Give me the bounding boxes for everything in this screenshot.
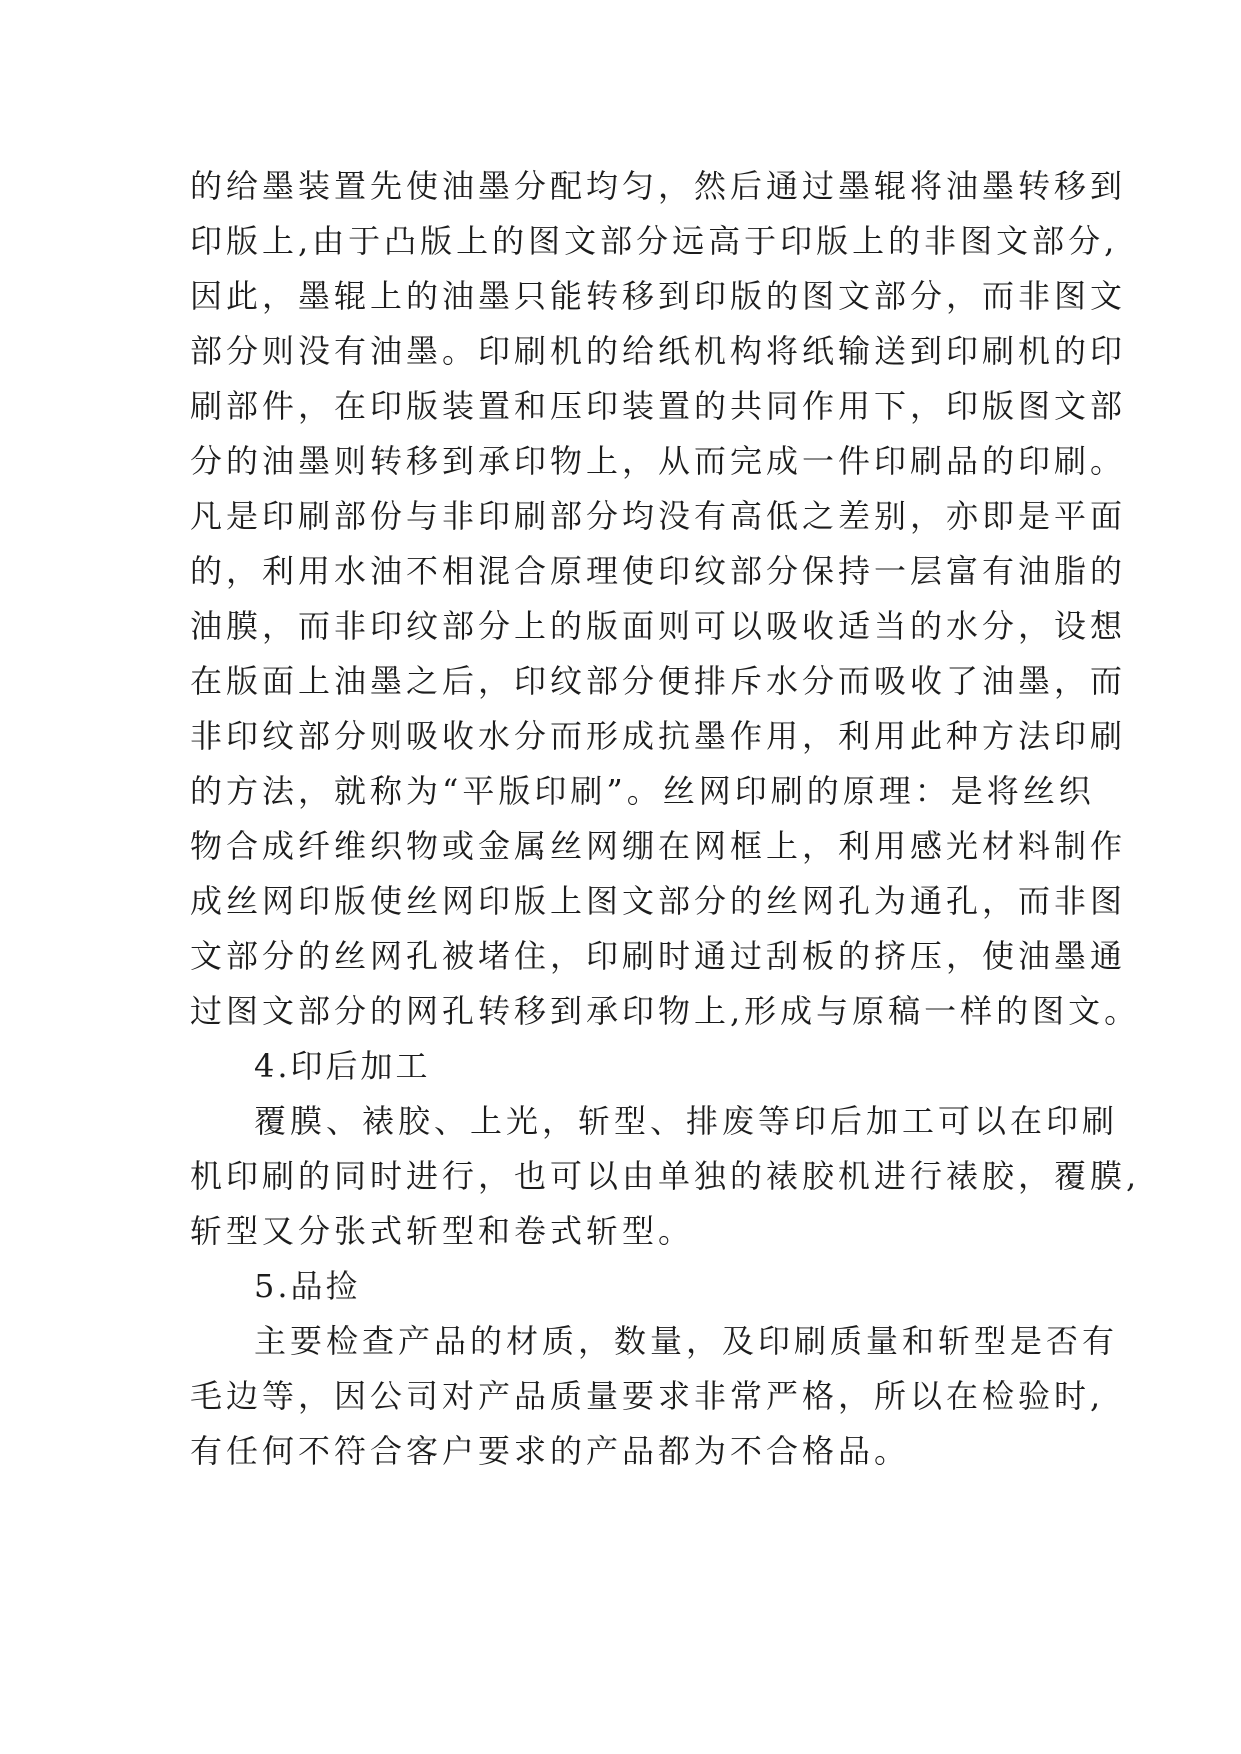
body-text-line: 分的油墨则转移到承印物上，从而完成一件印刷品的印刷。 — [190, 442, 1127, 480]
body-text-line: 有任何不符合客户要求的产品都为不合格品。 — [190, 1432, 911, 1470]
body-text-line: 的给墨装置先使油墨分配均匀，然后通过墨辊将油墨转移到 — [190, 167, 1127, 205]
body-text-line: 因此，墨辊上的油墨只能转移到印版的图文部分，而非图文 — [190, 277, 1127, 315]
body-text-line: 部分则没有油墨。印刷机的给纸机构将纸输送到印刷机的印 — [190, 332, 1127, 370]
body-text-line: 油膜，而非印纹部分上的版面则可以吸收适当的水分，设想 — [190, 607, 1127, 645]
body-text-line: 在版面上油墨之后，印纹部分便排斥水分而吸收了油墨，而 — [190, 662, 1127, 700]
section-heading: 5.品捡 — [254, 1267, 361, 1305]
body-text-line: 刷部件，在印版装置和压印装置的共同作用下，印版图文部 — [190, 387, 1127, 425]
body-text-line: 毛边等，因公司对产品质量要求非常严格，所以在检验时, — [190, 1377, 1105, 1415]
body-text-line: 成丝网印版使丝网印版上图文部分的丝网孔为通孔，而非图 — [190, 882, 1127, 920]
body-text-line: 主要检查产品的材质，数量，及印刷质量和斩型是否有 — [254, 1322, 1119, 1360]
body-text-line: 的方法，就称为“平版印刷”。丝网印刷的原理：是将丝织 — [190, 772, 1095, 810]
body-text-line: 覆膜、裱胶、上光，斩型、排废等印后加工可以在印刷 — [254, 1102, 1119, 1140]
body-text-line: 物合成纤维织物或金属丝网绷在网框上，利用感光材料制作 — [190, 827, 1127, 865]
section-heading: 4.印后加工 — [254, 1047, 431, 1085]
body-text-line: 文部分的丝网孔被堵住，印刷时通过刮板的挤压，使油墨通 — [190, 937, 1127, 975]
body-text-line: 过图文部分的网孔转移到承印物上,形成与原稿一样的图文。 — [190, 992, 1141, 1030]
body-text-line: 非印纹部分则吸收水分而形成抗墨作用，利用此种方法印刷 — [190, 717, 1127, 755]
body-text-line: 机印刷的同时进行，也可以由单独的裱胶机进行裱胶，覆膜, — [190, 1157, 1141, 1195]
body-text-line: 印版上,由于凸版上的图文部分远高于印版上的非图文部分, — [190, 222, 1119, 260]
body-text-line: 的，利用水油不相混合原理使印纹部分保持一层富有油脂的 — [190, 552, 1127, 590]
body-text-line: 斩型又分张式斩型和卷式斩型。 — [190, 1212, 695, 1250]
body-text-line: 凡是印刷部份与非印刷部分均没有高低之差别，亦即是平面 — [190, 497, 1127, 535]
